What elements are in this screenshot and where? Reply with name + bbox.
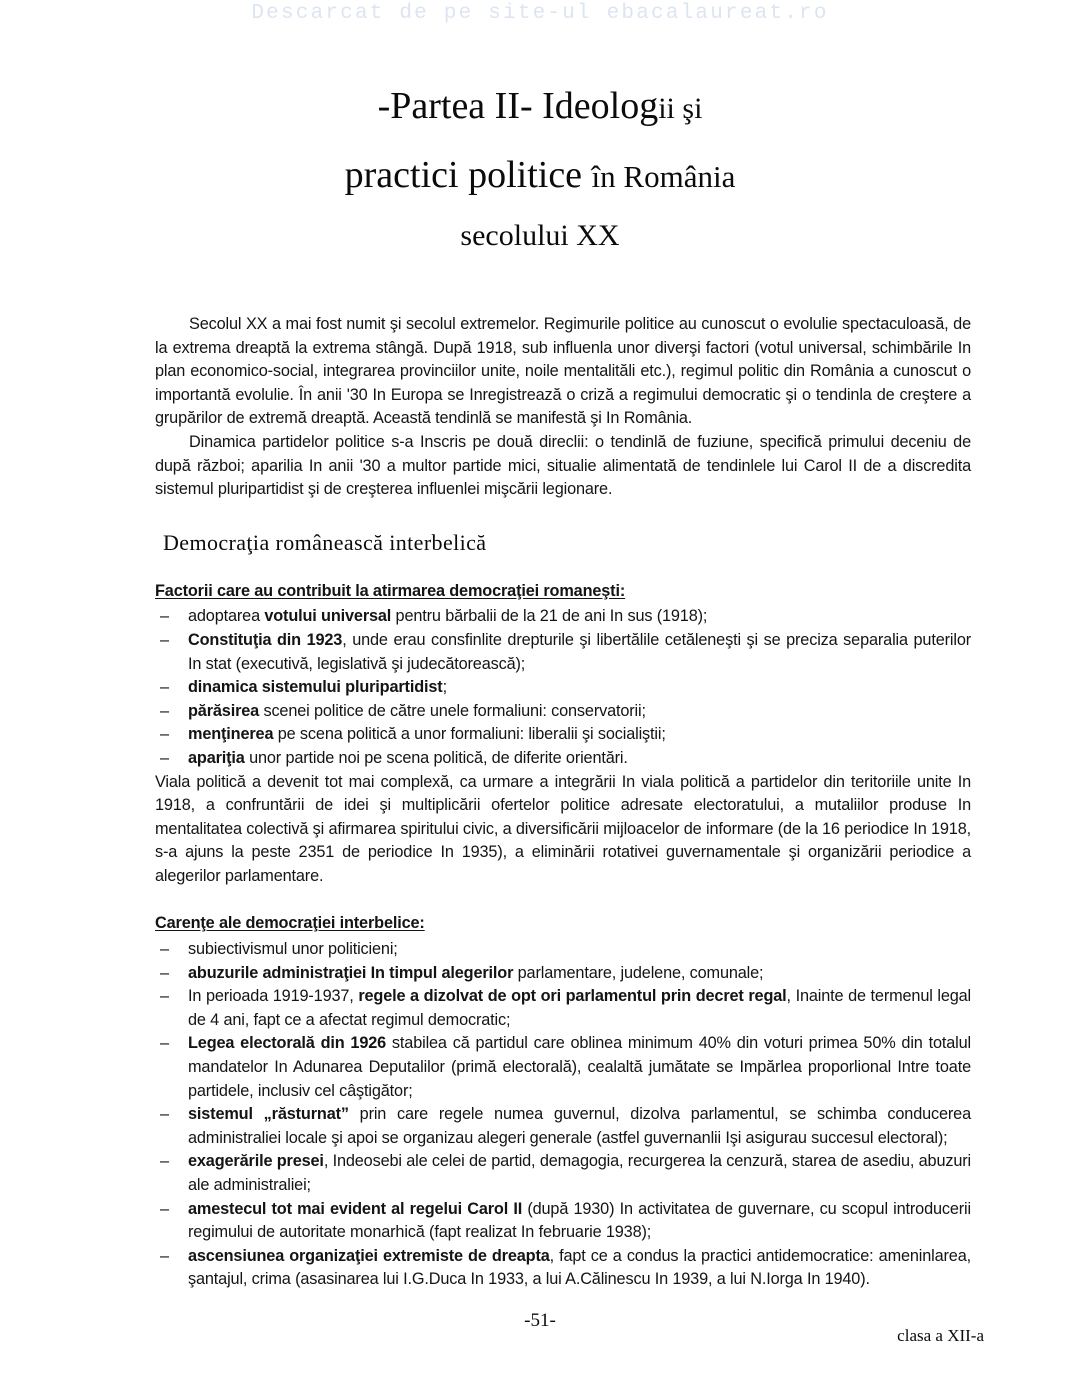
- item-bold: sistemul „răsturnat”: [188, 1105, 349, 1124]
- item-rest: prin care regele numea guvernul, dizolva parlamentul, se schimba conducerea administraliei locale şi apoi se organizau alegeri generale (astfel guvernanlii Işi asigurau succesul electoral);: [188, 1105, 971, 1147]
- item-rest: (după 1930) In activitatea de guvernare, cu scopul introducerii regimului de autoritate monarhică (fapt realizat In februarie 1938);: [188, 1199, 971, 1242]
- title-line-1-part-2: ii: [658, 92, 683, 125]
- title-line-2-part-1: practici politice: [344, 154, 592, 196]
- item-bold: regele a dizolvat de opt ori parlamentul prin decret regal: [358, 987, 787, 1006]
- paragraph-viata-politica: Viala politică a devenit tot mai complexă, ca urmare a integrării In viala politică a partidelor din teritoriile unite In 1918, a confruntării de idei şi multiplicării ofertelor politice adresate electoratului, a mutaliilor produse In mentalitatea colectivă şi afirmarea spiritului civic, a diversificării mijloacelor de informare (de la 16 periodice In 1918, s-a ajuns la peste 2351 de periodice In 1935), a eliminării rotativei guvernamentale şi organizării periodice a alegerilor parlamentare.: [155, 772, 971, 885]
- list-item: [155, 1150, 971, 1197]
- item-bold: votului universal: [264, 607, 392, 626]
- list-factorii: [155, 605, 971, 770]
- item-bold: abuzurile administraţiei In timpul alegerilor: [188, 963, 514, 982]
- list-item: [155, 676, 971, 700]
- list-item: [155, 700, 971, 724]
- document-body: [155, 313, 971, 1292]
- item-bold: menţinerea: [188, 725, 274, 744]
- item-bold: părăsirea: [188, 701, 260, 720]
- title-line-1: [0, 78, 1080, 137]
- title-line-2: [0, 145, 1080, 207]
- list-item: [155, 962, 971, 986]
- item-prefix: adoptarea: [188, 607, 265, 626]
- section-heading-democratia: Democraţia românească interbelică: [163, 529, 487, 555]
- paragraph-dinamica-partidelor: Dinamica partidelor politice s-a Inscris pe două direclii: o tendinlă de fuziune, specifică primului deceniu de după război; aparilia In anii '30 a multor partide mici, situalie alimentată de tendinlele lui Carol II de a discredita sistemul pluripartidist şi de creşterea influenlei mişcării legionare.: [155, 432, 971, 499]
- item-rest: pe scena politică a unor formaliuni: liberalii şi socialiştii;: [273, 725, 666, 744]
- item-rest: , unde erau consfinlite drepturile şi libertălile cetăleneşti şi se preciza separalia puterilor In stat (executivă, legislativă şi judecătorească);: [188, 630, 972, 673]
- footer-class-label: clasa a XII-a: [897, 1326, 984, 1345]
- list-item: [155, 1245, 971, 1292]
- list-item: [155, 938, 971, 962]
- title-line-1-part-1: -Partea II- Ideolog: [377, 85, 659, 127]
- list-item: [155, 723, 971, 747]
- item-rest: scenei politice de către unele formaliuni: conservatorii;: [259, 701, 646, 720]
- item-prefix: In perioada 1919-1937,: [188, 987, 359, 1006]
- lead-in-factorii: Factorii care au contribuit la atirmarea democraţiei romaneşti:: [155, 581, 626, 600]
- item-rest: ;: [442, 678, 447, 697]
- item-bold: Legea electorală din 1926: [188, 1034, 387, 1053]
- item-bold: ascensiunea organizaţiei extremiste de dreapta: [188, 1246, 550, 1265]
- title-line-1-part-3: şi: [682, 92, 703, 125]
- list-carente: [155, 938, 971, 1292]
- lead-in-carente: Carenţe ale democraţiei interbelice:: [155, 914, 425, 933]
- document-title: [0, 78, 1080, 259]
- list-item: [155, 605, 971, 629]
- paragraph-secolul-xx: Secolul XX a mai fost numit şi secolul extremelor. Regimurile politice au cunoscut o evolulie spectaculoasă, de la extrema dreaptă la extrema stângă. După 1918, sub influenla unor diverşi factori (votul universal, schimbările In plan economico-social, integrarea provinciilor unite, noile mentalităli etc.), regimul politic din România a cunoscut o importantă evolulie. În anii '30 In Europa se Inregistrează o criză a regimului democratic şi o tendinla de creştere a grupărilor de extremă dreaptă. Această tendinlă se manifestă şi In România.: [155, 315, 971, 428]
- item-rest: subiectivismul unor politicieni;: [188, 940, 398, 959]
- list-item: [155, 1103, 971, 1150]
- item-bold: amestecul tot mai evident al regelui Carol II: [188, 1199, 523, 1218]
- list-item: [155, 1198, 971, 1245]
- footer-page-number: -51-: [524, 1310, 556, 1331]
- item-rest: , fapt ce a condus la practici antidemocratice: ameninlarea, şantajul, crima (asasinarea lui I.G.Duca In 1933, a lui A.Călinescu In 1939, a lui N.Iorga In 1940).: [188, 1246, 971, 1289]
- item-rest: unor partide noi pe scena politică, de diferite orientări.: [244, 748, 628, 767]
- item-bold: dinamica sistemului pluripartidist: [188, 678, 443, 697]
- list-item: [155, 985, 971, 1032]
- item-rest: , Indeosebi ale celei de partid, demagogia, recurgerea la cenzură, starea de asediu, abuzuri ale administraliei;: [188, 1152, 971, 1194]
- list-item: [155, 1032, 971, 1103]
- item-rest: , Inainte de termenul legal de 4 ani, fapt ce a afectat regimul democratic;: [188, 987, 971, 1029]
- item-rest: pentru bărbalii de la 21 de ani In sus (1918);: [391, 607, 708, 626]
- title-line-2-part-2: în România: [591, 159, 736, 194]
- item-bold: apariţia: [188, 748, 245, 767]
- item-rest: parlamentare, judelene, comunale;: [513, 963, 764, 982]
- list-item: [155, 629, 971, 676]
- list-item: [155, 747, 971, 771]
- item-rest: stabilea că partidul care oblinea minimum 40% din voturi primea 50% din totalul mandatelor In Adunarea Deputalilor (primă electorală), cealaltă jumătate se Impărlea proporlional Intre toate partidele, inclusiv cel câştigător;: [188, 1034, 971, 1100]
- watermark-text: Descarcat de pe site-ul ebacalaureat.ro: [251, 2, 829, 25]
- title-line-3: secolului XX: [460, 219, 620, 252]
- item-bold: Constituţia din 1923: [188, 630, 343, 649]
- item-bold: exagerările presei: [188, 1152, 324, 1171]
